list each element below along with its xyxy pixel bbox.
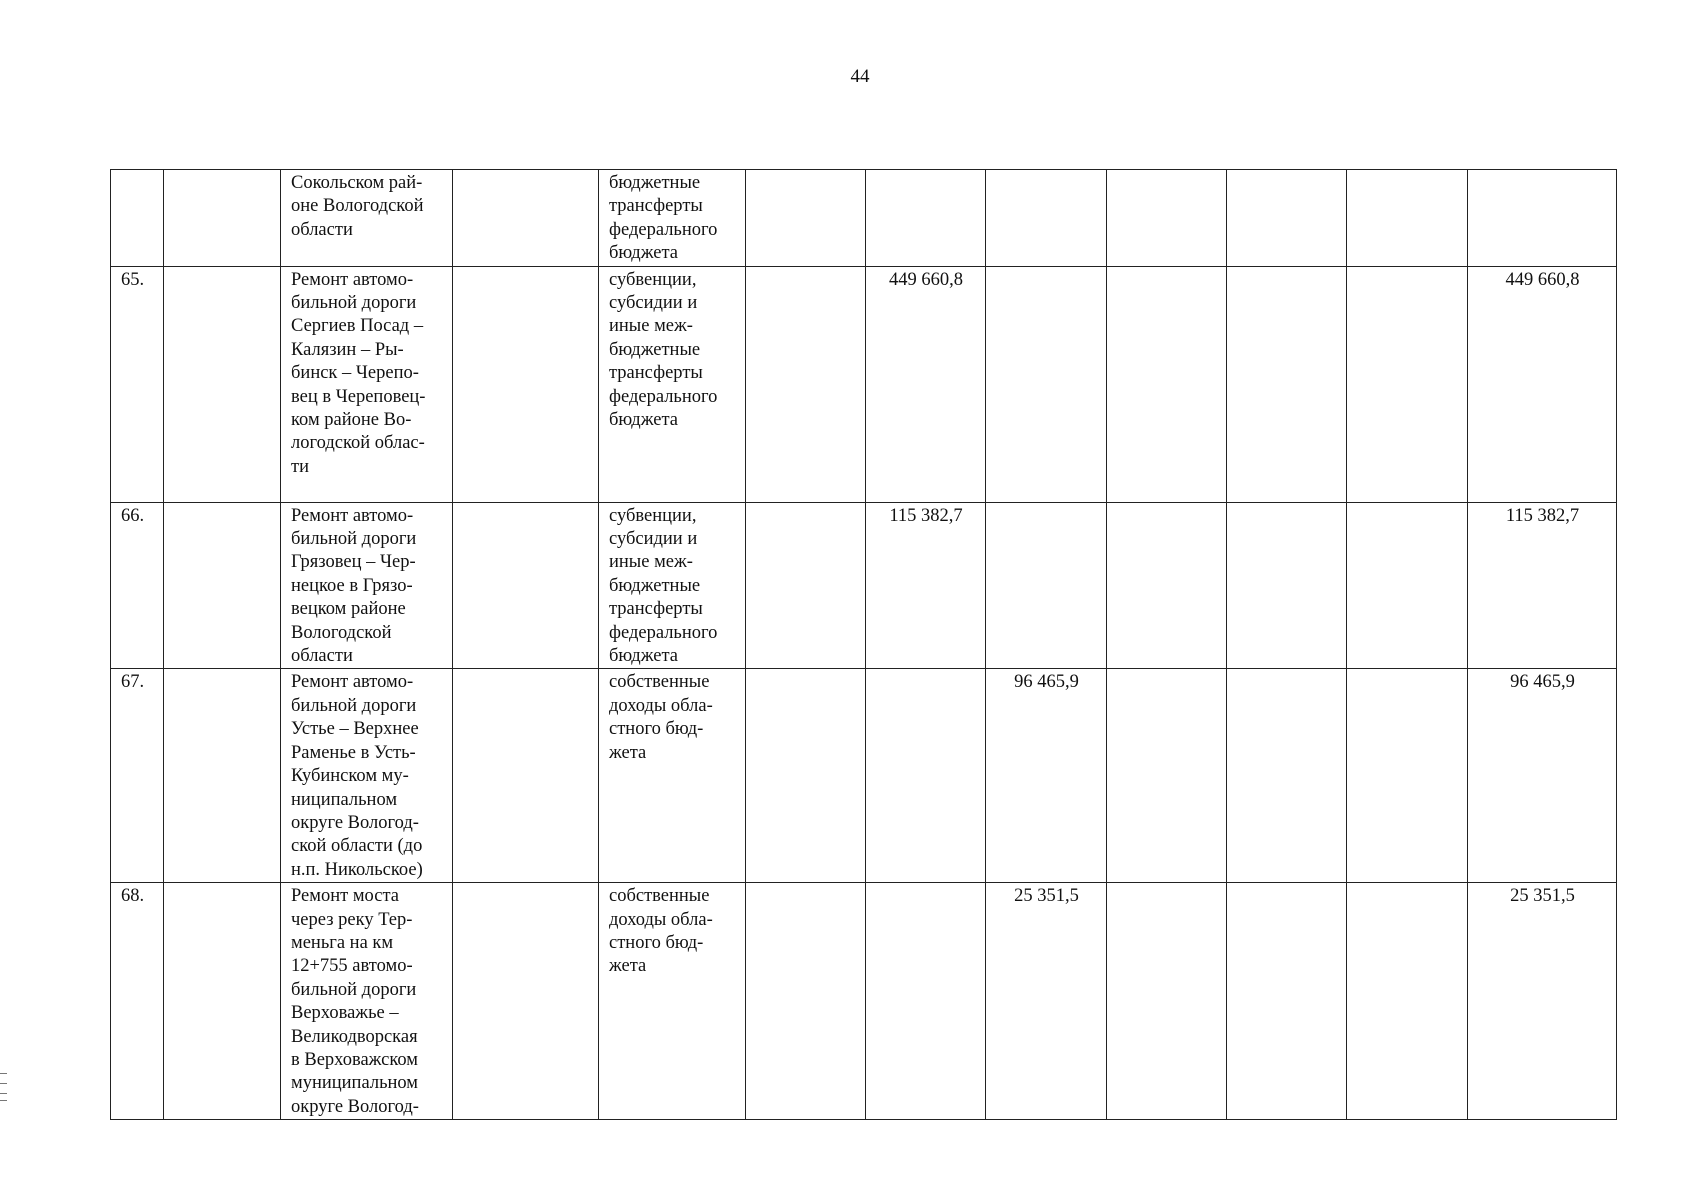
total-cell: 115 382,7	[1468, 502, 1617, 669]
empty-cell	[1107, 266, 1227, 502]
row-number-cell: 65.	[111, 266, 164, 502]
empty-cell	[1107, 170, 1227, 267]
table-row	[111, 170, 1617, 267]
funding-source-cell: субвенции, субсидии и иные меж- бюджетные трансферты федерального бюджета	[599, 502, 746, 669]
object-name-cell: Сокольском рай- оне Вологодской области	[281, 170, 453, 267]
amount-cell-a: 115 382,7	[866, 502, 986, 669]
row-number-cell: 68.	[111, 883, 164, 1120]
total-cell	[1468, 170, 1617, 267]
amount-cell-b	[986, 502, 1107, 669]
empty-cell	[1107, 883, 1227, 1120]
funding-source-cell: собственные доходы обла- стного бюд- жета	[599, 883, 746, 1120]
scan-margin-mark	[0, 1093, 7, 1094]
merged-cell	[453, 502, 599, 669]
empty-cell	[1227, 266, 1347, 502]
empty-cell	[1347, 170, 1468, 267]
amount-cell-b: 25 351,5	[986, 883, 1107, 1120]
empty-cell	[1347, 883, 1468, 1120]
empty-cell	[1227, 502, 1347, 669]
amount-cell-a	[866, 883, 986, 1120]
empty-cell	[1227, 170, 1347, 267]
total-cell: 25 351,5	[1468, 883, 1617, 1120]
amount-cell-b	[986, 170, 1107, 267]
merged-cell	[453, 883, 599, 1120]
total-cell: 449 660,8	[1468, 266, 1617, 502]
object-name-cell: Ремонт автомо- бильной дороги Сергиев Посад – Калязин – Ры- бинск – Черепо- вец в Череповец- ком районе Во- логодской облас- ти	[281, 266, 453, 502]
amount-cell-b: 96 465,9	[986, 669, 1107, 883]
empty-cell	[746, 669, 866, 883]
empty-cell	[164, 502, 281, 669]
table-row	[111, 502, 1617, 669]
empty-cell	[1107, 502, 1227, 669]
funding-source-cell: собственные доходы обла- стного бюд- жета	[599, 669, 746, 883]
object-name-cell: Ремонт автомо- бильной дороги Грязовец – Чер- нецкое в Грязо- вецком районе Вологодской области	[281, 502, 453, 669]
scan-margin-mark	[0, 1073, 7, 1074]
amount-cell-a	[866, 669, 986, 883]
object-name-cell: Ремонт автомо- бильной дороги Устье – Верхнее Раменье в Усть- Кубинском му- ниципальном округе Вологод- ской области (до н.п. Никольское)	[281, 669, 453, 883]
object-name-cell: Ремонт моста через реку Тер- меньга на км 12+755 автомо- бильной дороги Верховажье – Великодворская в Верховажском муниципальном округе Вологод-	[281, 883, 453, 1120]
empty-cell	[164, 883, 281, 1120]
amount-cell-a	[866, 170, 986, 267]
empty-cell	[746, 170, 866, 267]
row-number-cell: 67.	[111, 669, 164, 883]
table-row	[111, 669, 1617, 883]
empty-cell	[746, 266, 866, 502]
empty-cell	[1347, 502, 1468, 669]
table-row	[111, 266, 1617, 502]
row-number-cell: 66.	[111, 502, 164, 669]
funding-source-cell: бюджетные трансферты федерального бюджета	[599, 170, 746, 267]
merged-cell	[453, 170, 599, 267]
table-row	[111, 883, 1617, 1120]
empty-cell	[1227, 883, 1347, 1120]
empty-cell	[746, 883, 866, 1120]
table-body	[111, 170, 1617, 1120]
empty-cell	[1107, 669, 1227, 883]
total-cell: 96 465,9	[1468, 669, 1617, 883]
budget-table	[110, 169, 1617, 1120]
empty-cell	[746, 502, 866, 669]
empty-cell	[164, 170, 281, 267]
merged-cell	[453, 669, 599, 883]
empty-cell	[164, 266, 281, 502]
amount-cell-b	[986, 266, 1107, 502]
empty-cell	[1347, 266, 1468, 502]
scan-margin-mark	[0, 1100, 7, 1101]
page-number: 44	[850, 66, 870, 87]
empty-cell	[164, 669, 281, 883]
row-number-cell	[111, 170, 164, 267]
scan-margin-mark	[0, 1083, 7, 1084]
empty-cell	[1227, 669, 1347, 883]
funding-source-cell: субвенции, субсидии и иные меж- бюджетные трансферты федерального бюджета	[599, 266, 746, 502]
empty-cell	[1347, 669, 1468, 883]
amount-cell-a: 449 660,8	[866, 266, 986, 502]
merged-cell	[453, 266, 599, 502]
